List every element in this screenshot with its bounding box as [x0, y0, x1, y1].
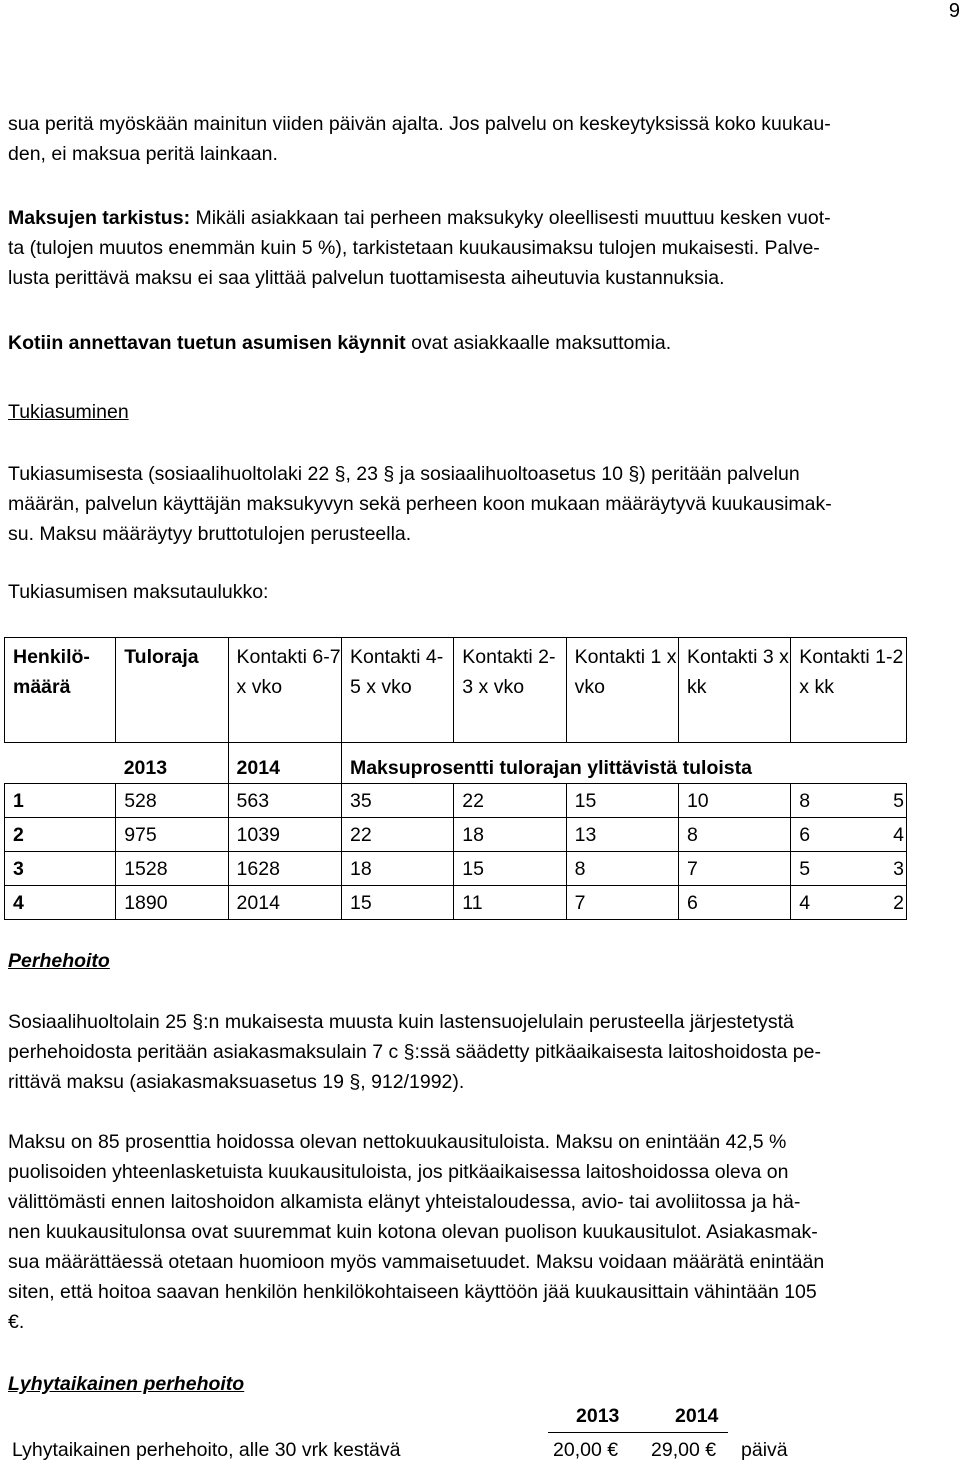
- unit-label: päivä: [741, 1439, 788, 1461]
- paragraph-line: [8, 329, 671, 357]
- table-cell: 7: [566, 886, 678, 920]
- heading-tukiasuminen: Tukiasuminen: [8, 401, 129, 423]
- table-cell: 975: [116, 818, 228, 852]
- table-cell: 4: [5, 886, 116, 920]
- table-cell: 18: [454, 818, 566, 852]
- header-cell: Kontakti 1-2 x kk: [791, 638, 907, 743]
- table-divider: [548, 1432, 728, 1433]
- cell-value: 2: [893, 891, 904, 914]
- bold-phrase: Kotiin annettavan tuetun asumisen käynnit: [8, 332, 406, 354]
- header-cell: Henkilö-määrä: [5, 638, 116, 743]
- paragraph-line: Maksu on 85 prosenttia hoidossa olevan nettokuukausituloista. Maksu on enintään 42,5 %: [8, 1131, 787, 1153]
- table-cell: 22: [454, 784, 566, 818]
- table-cell: 18: [341, 852, 453, 886]
- cell-value: 8: [799, 789, 811, 812]
- table-row: [5, 852, 907, 886]
- table-cell: 3: [5, 852, 116, 886]
- table-cell: [791, 852, 907, 886]
- header-cell: Kontakti 6-7 x vko: [228, 638, 341, 743]
- label-maksujen-tarkistus: Maksujen tarkistus:: [8, 207, 191, 229]
- heading-perhehoito: Perhehoito: [8, 950, 110, 972]
- paragraph-line: puolisoiden yhteenlasketuista kuukausituloista, jos pitkäaikaisessa laitoshoidossa oleva on: [8, 1161, 789, 1183]
- table-cell: 11: [454, 886, 566, 920]
- price-2013: 20,00 €: [553, 1439, 619, 1461]
- cell-value: 4: [893, 823, 904, 846]
- table-cell: 35: [341, 784, 453, 818]
- table-cell: 528: [116, 784, 228, 818]
- paragraph-line: Tukiasumisesta (sosiaalihuoltolaki 22 §, 23 § ja sosiaalihuoltoasetus 10 §) peritään palvelun: [8, 463, 800, 485]
- table-cell: 7: [678, 852, 790, 886]
- table-header-row: [5, 638, 907, 743]
- cell-value: 6: [799, 823, 811, 846]
- year-header: 2013: [576, 1405, 620, 1427]
- table-subheader-row: [5, 743, 907, 784]
- heading-lyhytaikainen-perhehoito: Lyhytaikainen perhehoito: [8, 1373, 245, 1395]
- table-cell: 1528: [116, 852, 228, 886]
- table-cell: 1628: [228, 852, 341, 886]
- table-cell: 13: [566, 818, 678, 852]
- fee-table: [4, 637, 907, 920]
- table-cell: 10: [678, 784, 790, 818]
- table-caption: Tukiasumisen maksutaulukko:: [8, 581, 269, 603]
- table-cell: [791, 784, 907, 818]
- cell-value: 5: [893, 789, 904, 812]
- table-row: [5, 784, 907, 818]
- header-cell: Tuloraja: [116, 638, 228, 743]
- year-header: 2014: [675, 1405, 719, 1427]
- short-term-label: Lyhytaikainen perhehoito, alle 30 vrk kestävä: [12, 1439, 401, 1461]
- paragraph-line: Sosiaalihuoltolain 25 §:n mukaisesta muusta kuin lastensuojelulain perusteella järjestetystä: [8, 1011, 794, 1033]
- paragraph-line: perhehoidosta peritään asiakasmaksulain 7 c §:ssä säädetty pitkäaikaisesta laitoshoidosta pe-: [8, 1041, 821, 1063]
- table-cell: 15: [566, 784, 678, 818]
- table-cell: 8: [678, 818, 790, 852]
- text-span: ovat asiakkaalle maksuttomia.: [405, 332, 672, 354]
- paragraph-line: su. Maksu määräytyy bruttotulojen perusteella.: [8, 523, 412, 545]
- table-cell: 22: [341, 818, 453, 852]
- table-cell: 1039: [228, 818, 341, 852]
- table-cell: 2014: [228, 886, 341, 920]
- year-cell: 2013: [116, 743, 228, 784]
- table-cell: 1: [5, 784, 116, 818]
- table-cell: 15: [341, 886, 453, 920]
- table-cell: 8: [566, 852, 678, 886]
- cell-value: 4: [799, 891, 811, 914]
- table-cell: 563: [228, 784, 341, 818]
- price-2014: 29,00 €: [651, 1439, 717, 1461]
- table-cell: 2: [5, 818, 116, 852]
- paragraph-line: den, ei maksua peritä lainkaan.: [8, 143, 278, 165]
- paragraph-line: [8, 204, 831, 232]
- table-cell: [791, 886, 907, 920]
- paragraph-line: lusta perittävä maksu ei saa ylittää palvelun tuottamisesta aiheutuvia kustannuksia.: [8, 267, 725, 289]
- table-cell: 15: [454, 852, 566, 886]
- empty-cell: [5, 743, 116, 784]
- header-cell: Kontakti 4-5 x vko: [341, 638, 453, 743]
- table-row: [5, 886, 907, 920]
- text-span: Mikäli asiakkaan tai perheen maksukyky oleellisesti muuttuu kesken vuot-: [190, 207, 831, 229]
- header-cell: Kontakti 2-3 x vko: [454, 638, 566, 743]
- table-cell: [791, 818, 907, 852]
- paragraph-line: välittömästi ennen laitoshoidon alkamista elänyt yhteistaloudessa, avio- tai avoliitossa ja hä-: [8, 1191, 801, 1213]
- header-cell: Kontakti 1 x vko: [566, 638, 678, 743]
- page-number: 9: [948, 0, 960, 22]
- paragraph-line: rittävä maksu (asiakasmaksuasetus 19 §, 912/1992).: [8, 1071, 465, 1093]
- header-cell: Kontakti 3 x kk: [678, 638, 790, 743]
- table-cell: 6: [678, 886, 790, 920]
- paragraph-line: määrän, palvelun käyttäjän maksukyvyn sekä perheen koon mukaan määräytyvä kuukausimak-: [8, 493, 832, 515]
- year-cell: 2014: [228, 743, 341, 784]
- percent-label-cell: Maksuprosentti tulorajan ylittävistä tuloista: [341, 743, 906, 784]
- table-row: [5, 818, 907, 852]
- paragraph-line: ta (tulojen muutos enemmän kuin 5 %), tarkistetaan kuukausimaksu tulojen mukaisesti. Palve-: [8, 237, 820, 259]
- paragraph-line: €.: [8, 1311, 25, 1333]
- paragraph-line: sua peritä myöskään mainitun viiden päivän ajalta. Jos palvelu on keskeytyksissä koko kuukau-: [8, 113, 831, 135]
- cell-value: 5: [799, 857, 811, 880]
- table-cell: 1890: [116, 886, 228, 920]
- paragraph-line: siten, että hoitoa saavan henkilön henkilökohtaiseen käyttöön jää kuukausittain vähintään 105: [8, 1281, 817, 1303]
- paragraph-line: nen kuukausitulonsa ovat suuremmat kuin kotona olevan puolison kuukausitulot. Asiakasmak-: [8, 1221, 818, 1243]
- paragraph-line: sua määrättäessä otetaan huomioon myös vammaisetuudet. Maksu voidaan määrätä enintään: [8, 1251, 825, 1273]
- cell-value: 3: [893, 857, 904, 880]
